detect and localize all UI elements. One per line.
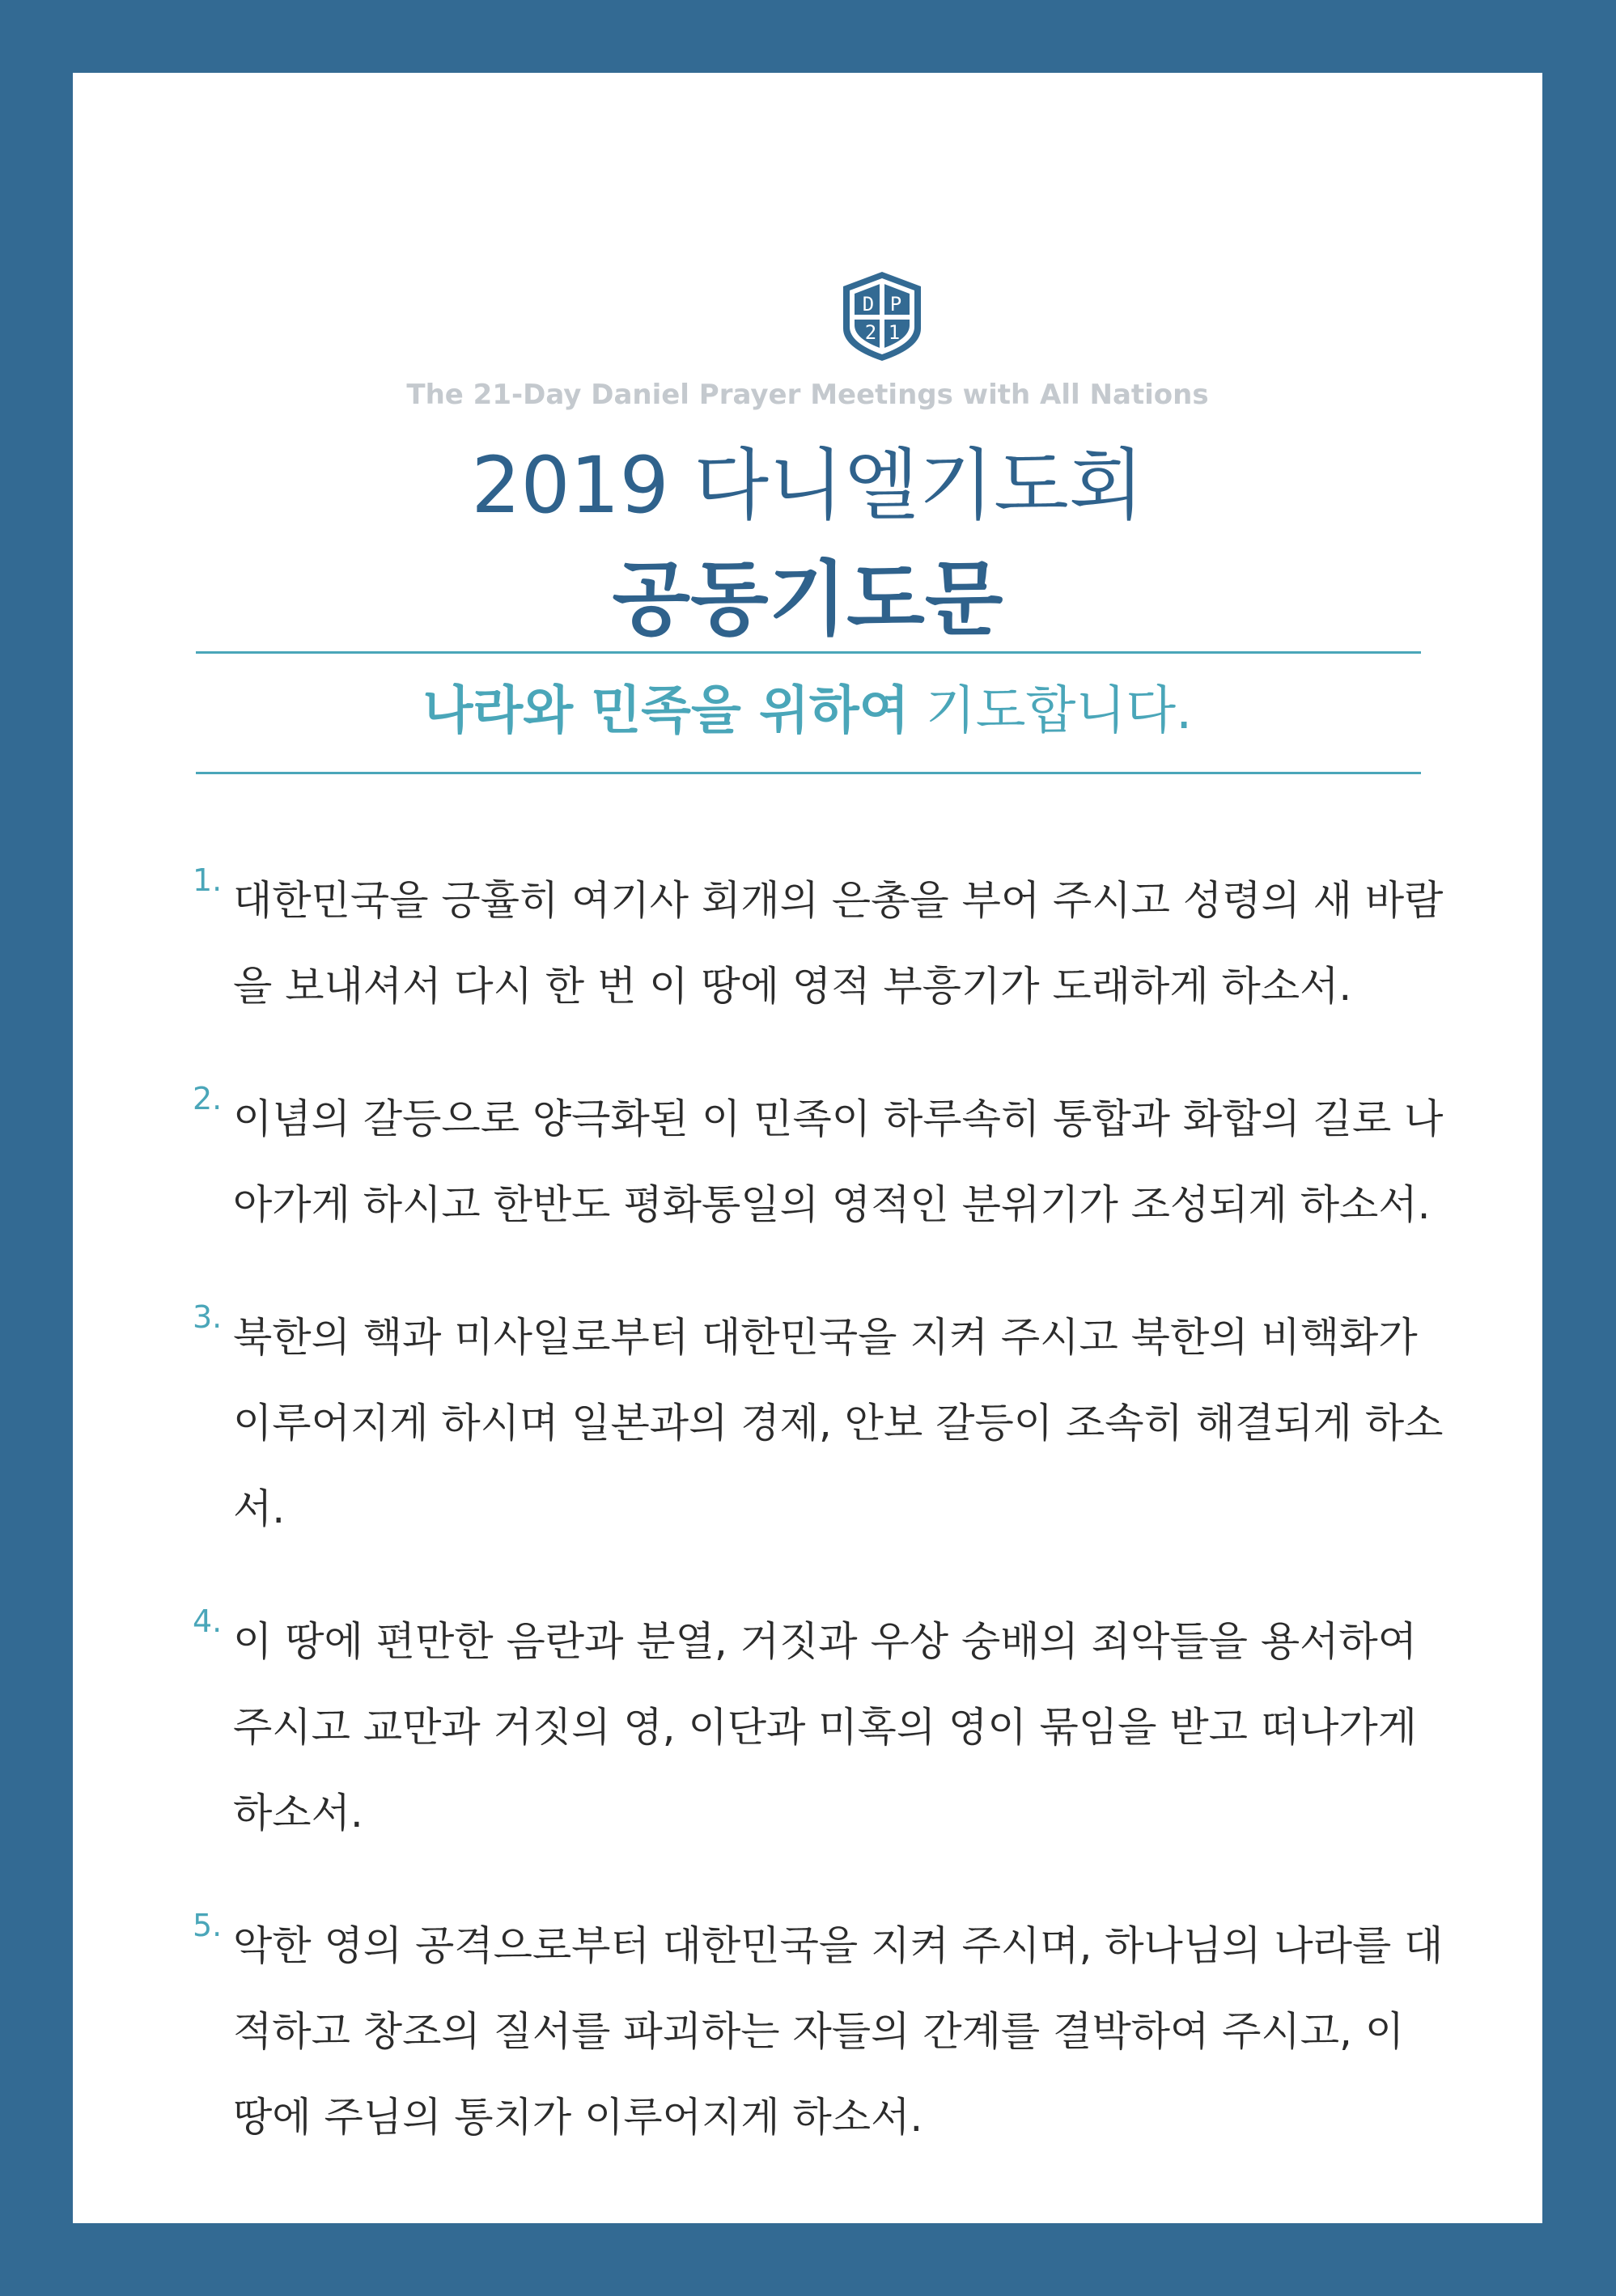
prayer-banner [73,676,1542,746]
dp21-shield-logo [840,270,924,362]
prayer-text: 대한민국을 긍휼히 여기사 회개의 은총을 부어 주시고 성령의 새 바람을 보내셔서 다시 한 번 이 땅에 영적 부흥기가 도래하게 하소서. [233,877,1444,1010]
prayer-item-4 [193,1599,1455,1856]
event-subtitle: The 21-Day Daniel Prayer Meetings with All Nations [406,379,1209,411]
prayer-text: 악한 영의 공격으로부터 대한민국을 지켜 주시며, 하나님의 나라를 대적하고 창조의 질서를 파괴하는 자들의 간계를 결박하여 주시고, 이 땅에 주님의 통치가 이루어지게 하소서. [233,1922,1444,2141]
banner-rest: 기도합니다. [909,681,1193,741]
prayer-text: 이 땅에 편만한 음란과 분열, 거짓과 우상 숭배의 죄악들을 용서하여 주시고 교만과 거짓의 영, 이단과 미혹의 영이 묶임을 받고 떠나가게 하소서. [233,1618,1418,1836]
prayer-item-1 [193,858,1455,1029]
divider-bottom [196,772,1421,774]
logo-letter-p: P [889,293,902,316]
document-card [73,73,1542,2223]
logo-digit-2: 2 [864,321,877,344]
logo-digit-1: 1 [888,321,901,344]
prayer-number: 1. [193,862,223,898]
prayer-text: 이념의 갈등으로 양극화된 이 민족이 하루속히 통합과 화합의 길로 나아가게 하시고 한반도 평화통일의 영적인 분위기가 조성되게 하소서. [233,1095,1444,1228]
title-year: 2019 다니엘기도회 [471,440,1144,531]
logo-letter-d: D [862,293,875,316]
prayer-number: 4. [193,1603,223,1639]
prayer-text: 북한의 핵과 미사일로부터 대한민국을 지켜 주시고 북한의 비핵화가 이루어지게 하시며 일본과의 경제, 안보 갈등이 조속히 해결되게 하소서. [233,1314,1444,1532]
prayer-number: 5. [193,1908,223,1943]
divider-top [196,651,1421,654]
prayer-item-2 [193,1076,1455,1248]
prayer-number: 3. [193,1299,223,1335]
page-title: 공동기도문 [612,552,1003,646]
prayer-list [193,858,1455,2207]
prayer-item-3 [193,1294,1455,1552]
prayer-number: 2. [193,1081,223,1116]
prayer-item-5 [193,1903,1455,2160]
banner-emphasis: 나라와 민족을 위하여 [422,681,910,741]
